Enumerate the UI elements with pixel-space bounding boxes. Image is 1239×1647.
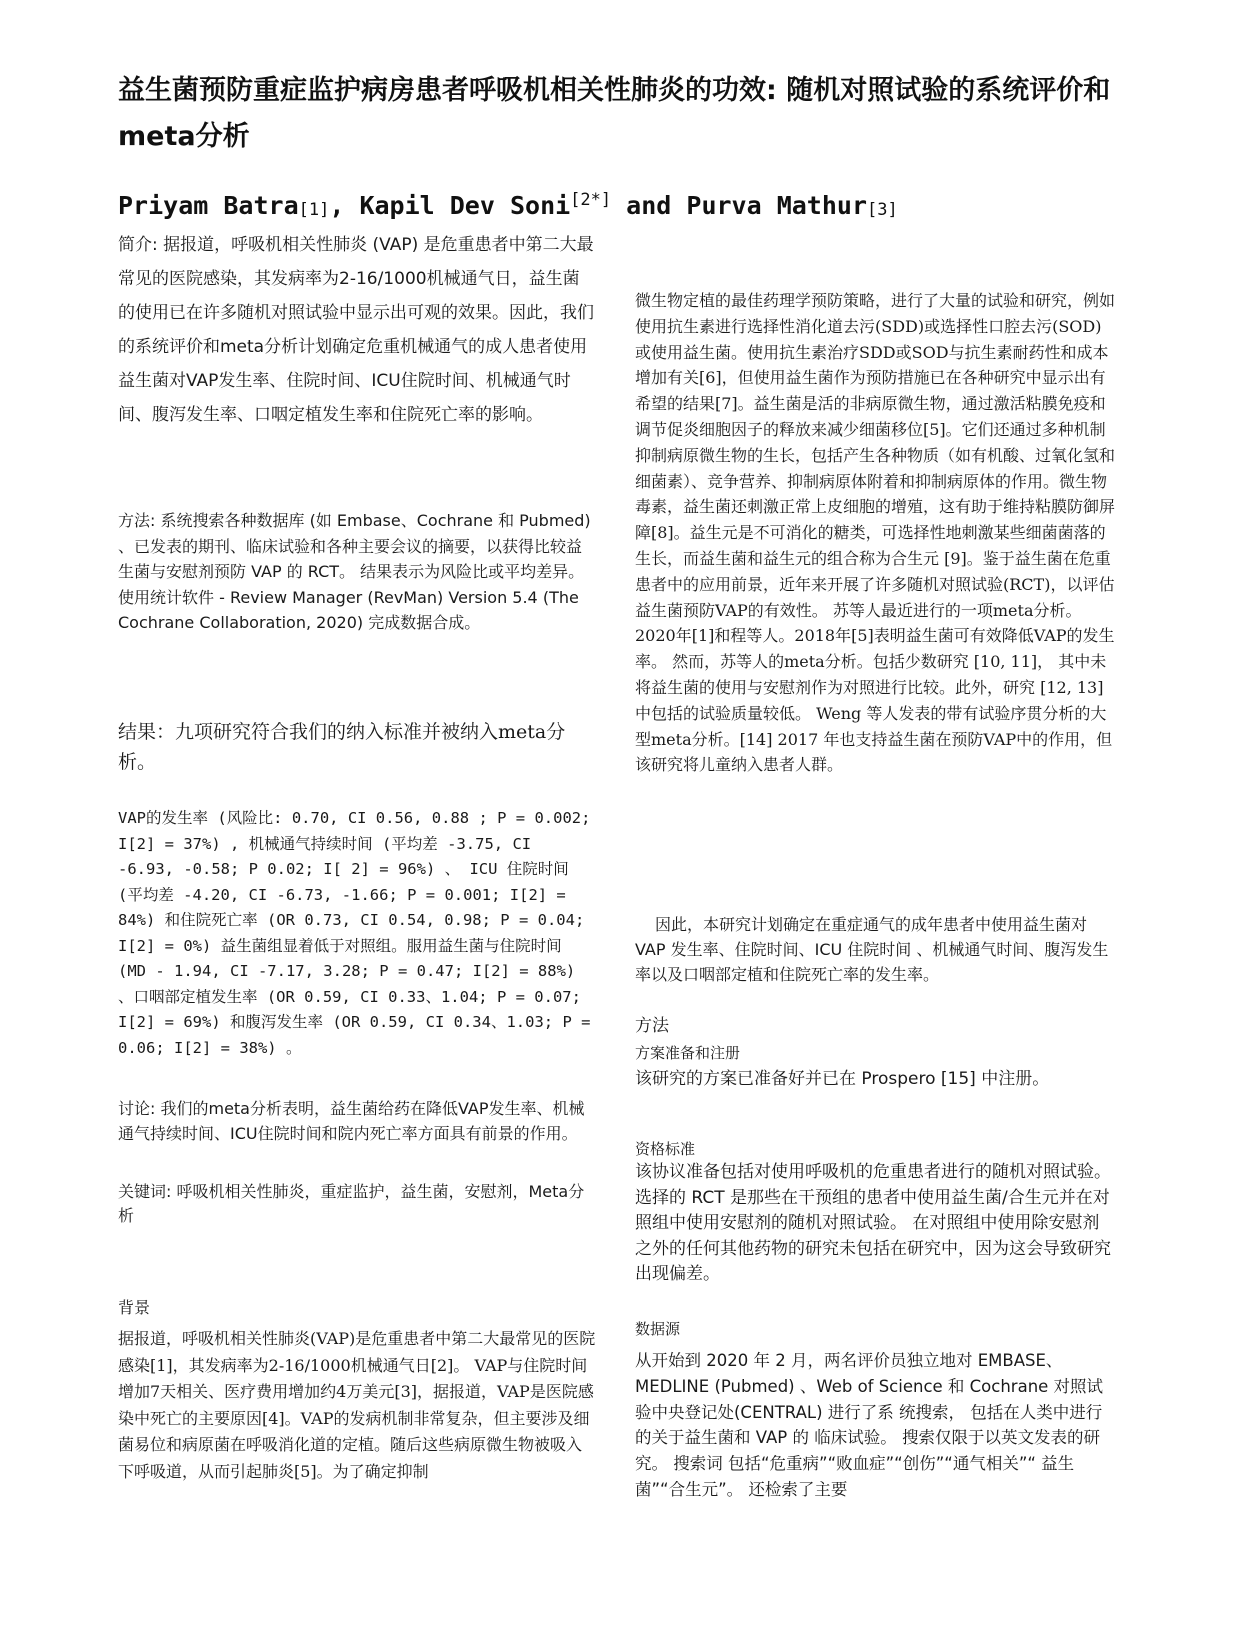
author-separator: , [329,191,360,220]
abstract-methods: 方法: 系统搜索各种数据库 (如 Embase、Cochrane 和 Pubmed) 、已发表的期刊、临床试验和各种主要会议的摘要，以获得比较益生菌与安慰剂预防 VAP 的 RCT。 结果表示为风险比或平均差异。 使用统计软件 - Review Manager (RevMan) Version 5.4 (The Cochrane Collaboration, 2020) 完成数据合成。 [118,511,591,632]
author-name: Priyam Batra [118,191,299,220]
author-name: Kapil Dev Soni [359,191,571,220]
background-paragraph: 据报道，呼吸机相关性肺炎(VAP)是危重患者中第二大最常见的医院感染[1]，其发病率为2-16/1000机械通气日[2]。 VAP与住院时间增加7天相关、医疗费用增加约4万美元[3]，据报道，VAP是医院感染中死亡的主要原因[4]。VAP的发病机制非常复杂，但主要涉及细菌易位和病原菌在呼吸消化道的定植。随后这些病原微生物被吸入下呼吸道，从而引起肺炎[5]。为了确定抑制 [118,1329,596,1481]
protocol-paragraph: 该研究的方案已准备好并已在 Prospero [15] 中注册。 [635,1069,1050,1089]
eligibility-paragraph: 该协议准备包括对使用呼吸机的危重患者进行的随机对照试验。 选择的 RCT 是那些在干预组的患者中使用益生菌/合生元并在对照组中使用安慰剂的随机对照试验。 在对照组中使用除安慰剂之外的任何其他药物的研究未包括在研究中，因为这会导致研究出现偏差。 [635,1162,1111,1284]
author-affiliation-ref: [3] [867,200,898,220]
abstract-intro: 简介: 据报道，呼吸机相关性肺炎 (VAP) 是危重患者中第二大最常见的医院感染，其发病率为2-16/1000机械通气日，益生菌的使用已在许多随机对照试验中显示出可观的效果。因此，我们的系统评价和meta分析计划确定危重机械通气的成人患者使用益生菌对VAP发生率、住院时间、ICU住院时间、机械通气时间、腹泻发生率、口咽定植发生率和住院死亡率的影响。 [118,235,594,425]
abstract-results: VAP的发生率 (风险比: 0.70, CI 0.56, 0.88 ; P = 0.002; I[2] = 37%) , 机械通气持续时间 (平均差 -3.75, CI -6.93, -0.58; P 0.02; I[ 2] = 96%) 、 ICU 住院时间 (平均差 -4.20, CI -6.73, -1.66; P = 0.001; I[2] = 84%) 和住院死亡率 (OR 0.73, CI 0.54, 0.98; P = 0.04; I[2] = 0%) 益生菌组显着低于对照组。服用益生菌与住院时间 (MD - 1.94, CI -7.17, 3.28; P = 0.47; I[2] = 88%) 、口咽部定植发生率 (OR 0.59, CI 0.33、1.04; P = 0.07; I[2] = 69%) 和腹泻发生率 (OR 0.59, CI 0.34、1.03; P = 0.06; I[2] = 38%) 。 [118,809,591,1057]
section-heading-background: 背景 [118,1298,151,1317]
subheading-eligibility: 资格标准 [635,1140,696,1158]
author-line [118,190,898,220]
author-affiliation-ref: [2*] [570,190,612,210]
background-continuation: 微生物定植的最佳药理学预防策略，进行了大量的试验和研究，例如使用抗生素进行选择性消化道去污(SDD)或选择性口腔去污(SOD)或使用益生菌。使用抗生素治疗SDD或SOD与抗生素耐药性和成本增加有关[6]，但使用益生菌作为预防措施已在各种研究中显示出有希望的结果[7]。益生菌是活的非病原微生物，通过激活粘膜免疫和调节促炎细胞因子的释放来减少细菌移位[5]。它们还通过多种机制抑制病原微生物的生长，包括产生各种物质（如有机酸、过氧化氢和细菌素）、竞争营养、抑制病原体附着和抑制病原体的作用。微生物毒素，益生菌还刺激正常上皮细胞的增殖，这有助于维持粘膜防御屏障[8]。益生元是不可消化的糖类，可选择性地刺激某些细菌菌落的生长，而益生菌和益生元的组合称为合生元 [9]。鉴于益生菌在危重患者中的应用前景，近年来开展了许多随机对照试验(RCT)，以评估益生菌预防VAP的有效性。 苏等人最近进行的一项meta分析。2020年[1]和程等人。2018年[5]表明益生菌可有效降低VAP的发生率。 然而，苏等人的meta分析。包括少数研究 [10, 11]， 其中未将益生菌的使用与安慰剂作为对照进行比较。此外，研究 [12, 13] 中包括的试验质量较低。 Weng 等人发表的带有试验序贯分析的大型meta分析。[14] 2017 年也支持益生菌在预防VAP中的作用，但该研究将儿童纳入患者人群。 [635,291,1115,775]
data-sources-paragraph: 从开始到 2020 年 2 月，两名评价员独立地对 EMBASE、MEDLINE (Pubmed) 、Web of Science 和 Cochrane 对照试验中央登记处(CENTRAL) 进行了系 统搜索， 包括在人类中进行的关于益生菌和 VAP 的 临床试验。 搜索仅限于以英文发表的研究。 搜索词 包括“危重病”“败血症”“创伤”“通气相关”“ 益生菌”“合生元”。 还检索了主要 [635,1351,1104,1499]
page-title: 益生菌预防重症监护病房患者呼吸机相关性肺炎的功效: 随机对照试验的系统评价和meta分析 [118,75,1111,152]
study-aim-paragraph: 因此，本研究计划确定在重症通气的成年患者中使用益生菌对VAP 发生率、住院时间、ICU 住院时间 、机械通气时间、腹泻发生率以及口咽部定植和住院死亡率的发生率。 [635,915,1109,984]
author-affiliation-ref: [1] [298,200,330,220]
author-separator: and [611,191,687,220]
section-heading-methods: 方法 [635,1016,669,1036]
author-name: Purva Mathur [686,191,868,220]
subheading-protocol: 方案准备和注册 [635,1044,741,1062]
abstract-results-heading: 结果：九项研究符合我们的纳入标准并被纳入meta分析。 [118,721,566,773]
subheading-data-sources: 数据源 [635,1320,681,1338]
abstract-discussion: 讨论: 我们的meta分析表明，益生菌给药在降低VAP发生率、机械通气持续时间、ICU住院时间和院内死亡率方面具有前景的作用。 [118,1099,585,1143]
keywords: 关键词: 呼吸机相关性肺炎，重症监护，益生菌，安慰剂，Meta分析 [118,1182,585,1225]
